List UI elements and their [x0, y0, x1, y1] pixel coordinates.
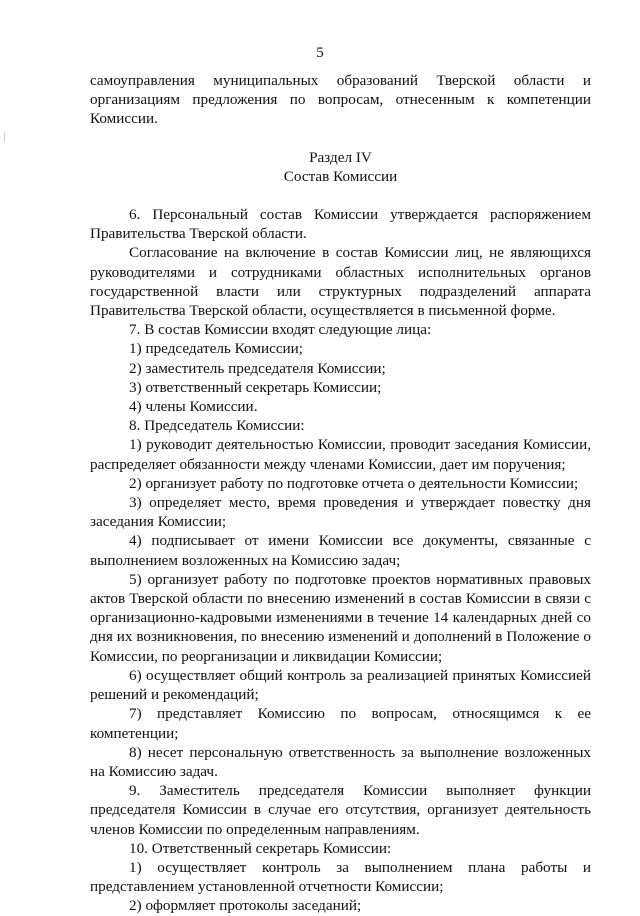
paragraph: 6. Персональный состав Комиссии утверждается распоряжением Правительства Тверской области.	[90, 206, 591, 243]
paragraph: 5) организует работу по подготовке проектов нормативных правовых актов Тверской области по внесению изменений в состав Комиссии в связи с организационно-кадровыми изменениями в течение 14 календарных дней со дня их возникновения, по внесению изменений и дополнений в Положение о Комиссии, по реорганизации и ликвидации Комиссии;	[90, 570, 591, 665]
paragraphs-after-section	[90, 205, 591, 916]
paragraph: 1) руководит деятельностью Комиссии, проводит заседания Комиссии, распределяет обязанности между членами Комиссии, дает им поручения;	[90, 436, 591, 473]
paragraph: 2) заместитель председателя Комиссии;	[129, 359, 386, 377]
document-body	[90, 71, 591, 916]
paragraphs-before-section	[90, 71, 591, 129]
paragraph: 8) несет персональную ответственность за выполнение возложенных на Комиссию задач.	[90, 743, 591, 780]
paragraph: 4) подписывает от имени Комиссии все документы, связанные с выполнением возложенных на Комиссию задач;	[90, 532, 591, 569]
paragraph: Согласование на включение в состав Комиссии лиц, не являющихся руководителями и сотрудниками областных исполнительных органов государственной власти или структурных подразделений аппарата Правительства Тверской области, осуществляется в письменной форме.	[90, 244, 591, 320]
paragraph: 6) осуществляет общий контроль за реализацией принятых Комиссией решений и рекомендаций;	[90, 666, 591, 704]
paragraph: 3) ответственный секретарь Комиссии;	[129, 378, 382, 396]
paragraph: 7) представляет Комиссию по вопросам, относящимся к ее компетенции;	[90, 705, 591, 742]
margin-mark	[4, 132, 5, 142]
paragraph: 10. Ответственный секретарь Комиссии:	[129, 839, 392, 857]
paragraph: 1) осуществляет контроль за выполнением плана работы и представлением установленной отчетности Комиссии;	[90, 858, 591, 896]
paragraph: 8. Председатель Комиссии:	[129, 417, 305, 435]
paragraph: 9. Заместитель председателя Комиссии выполняет функции председателя Комиссии в случае его отсутствия, организует деятельность членов Комиссии по определенным направлениям.	[90, 782, 591, 838]
section-heading: Раздел IV	[309, 148, 372, 166]
page-number: 5	[316, 45, 324, 61]
paragraph: 2) организует работу по подготовке отчета о деятельности Комиссии;	[129, 474, 579, 492]
paragraph: 2) оформляет протоколы заседаний;	[129, 897, 362, 915]
paragraph: 1) председатель Комиссии;	[129, 340, 304, 358]
section-subheading: Состав Комиссии	[283, 167, 398, 185]
paragraph: 4) члены Комиссии.	[129, 398, 258, 416]
paragraph: самоуправления муниципальных образований Тверской области и организациям предложения по вопросам, отнесенным к компетенции Комиссии.	[90, 72, 591, 128]
paragraph: 3) определяет место, время проведения и утверждает повестку дня заседания Комиссии;	[90, 494, 591, 531]
paragraph: 7. В состав Комиссии входят следующие лица:	[129, 321, 432, 339]
